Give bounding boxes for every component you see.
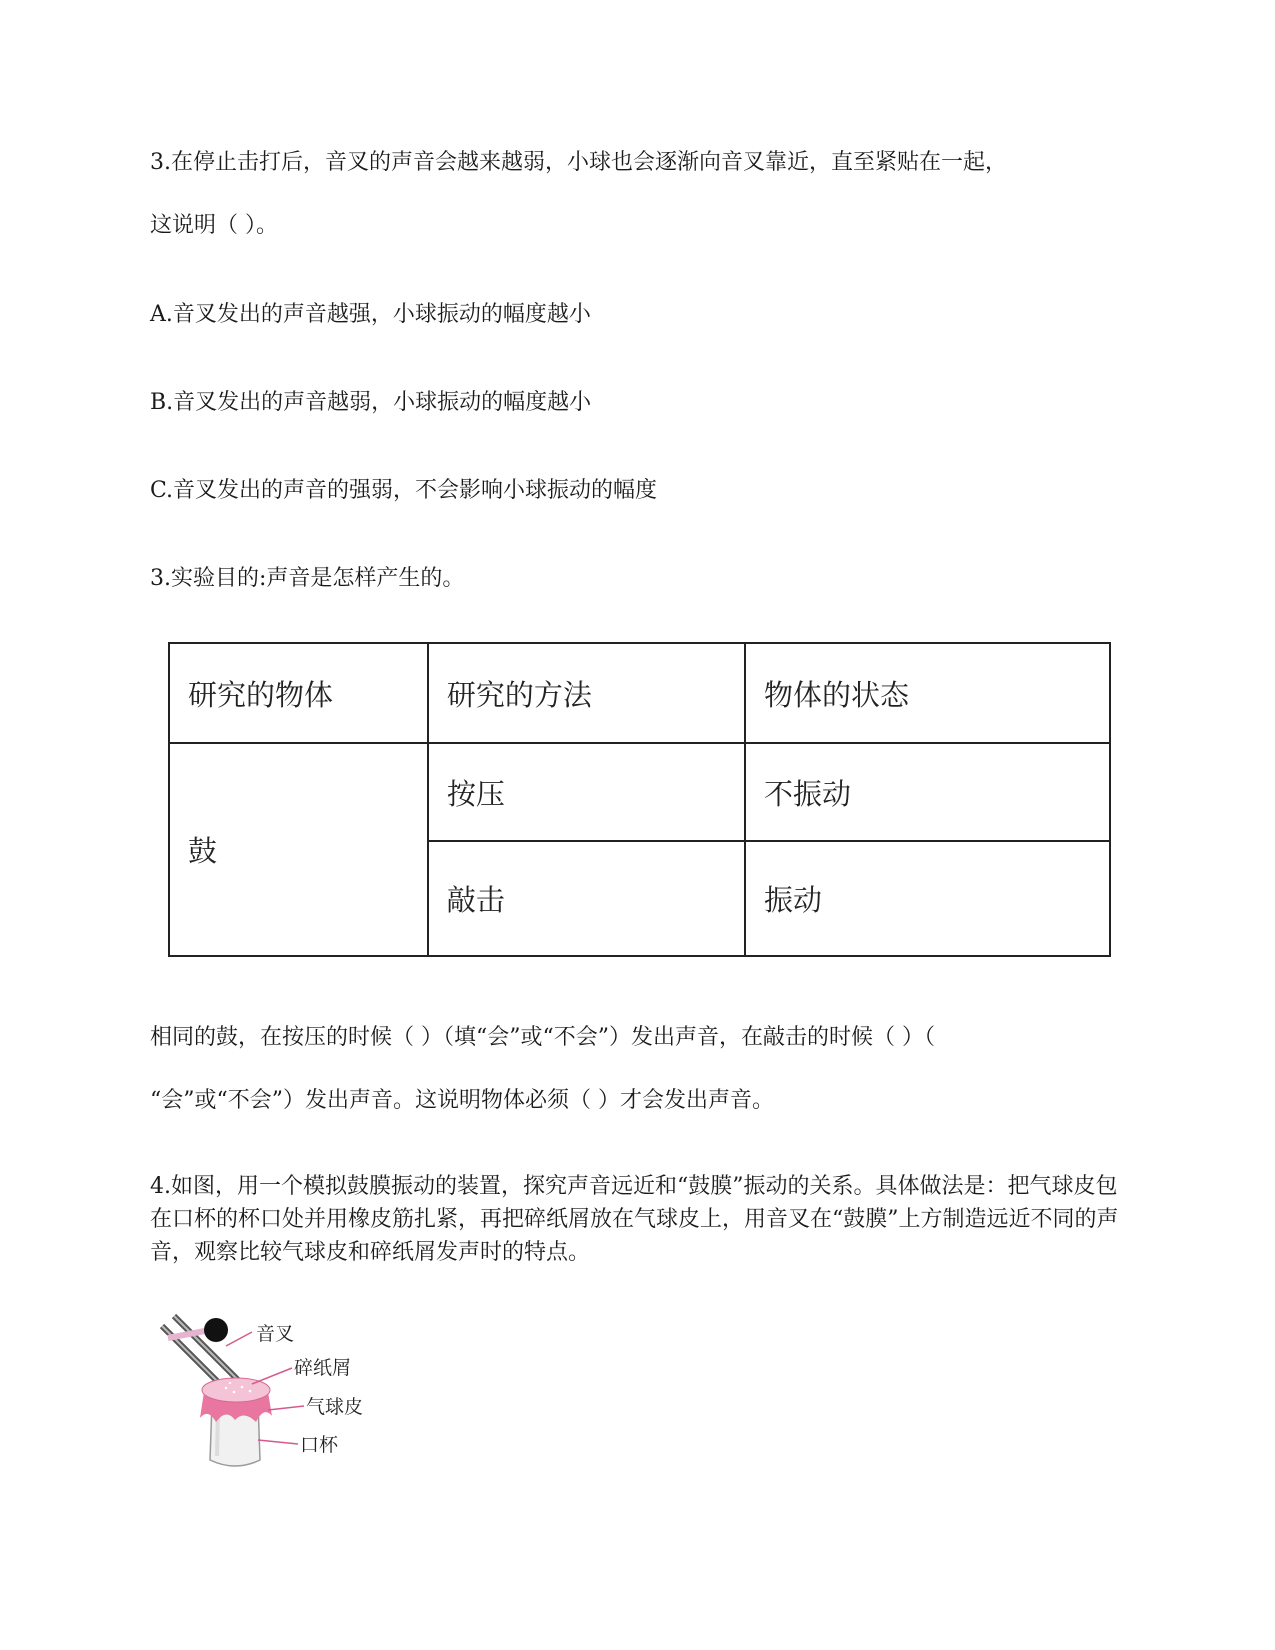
table-header-cell: 物体的状态 [745, 643, 1110, 743]
label-cup: 口杯 [300, 1434, 339, 1456]
option-b: B.音叉发出的声音越弱，小球振动的幅度越小 [150, 390, 592, 415]
table-row [169, 743, 1110, 841]
fill-blank-line1: 相同的鼓，在按压的时候（ ）（填“会”或“不会”）发出声音，在敲击的时候（ ）（ [150, 1025, 935, 1050]
balloon-skin-icon [200, 1378, 272, 1422]
table-cell-state: 不振动 [745, 743, 1110, 841]
experiment-table [168, 642, 1111, 957]
option-a: A.音叉发出的声音越强，小球振动的幅度越小 [150, 302, 591, 327]
label-balloon-skin: 气球皮 [306, 1396, 364, 1418]
table-header-row [169, 643, 1110, 743]
q4-text: 4.如图，用一个模拟鼓膜振动的装置，探究声音远近和“鼓膜”振动的关系。具体做法是：把气球皮包在口杯的杯口处并用橡皮筋扎紧，再把碎纸屑放在气球皮上，用音叉在“鼓膜”上方制造远近不同的声音，观察比较气球皮和碎纸屑发声时的特点。 [150, 1174, 1119, 1265]
table-cell-object: 鼓 [169, 743, 428, 956]
option-c: C.音叉发出的声音的强弱，不会影响小球振动的幅度 [150, 478, 658, 503]
eardrum-model-figure [160, 1310, 410, 1480]
table-cell-method: 敲击 [428, 841, 745, 956]
fill-blank-line2: “会”或“不会”）发出声音。这说明物体必须（ ）才会发出声音。 [150, 1088, 774, 1113]
q3a-stem-line1: 3.在停止击打后，音叉的声音会越来越弱，小球也会逐渐向音叉靠近，直至紧贴在一起， [150, 150, 1007, 175]
table-cell-state: 振动 [745, 841, 1110, 956]
q3b-title: 3.实验目的:声音是怎样产生的。 [150, 566, 465, 591]
table-header-cell: 研究的物体 [169, 643, 428, 743]
table-header-cell: 研究的方法 [428, 643, 745, 743]
table-cell-method: 按压 [428, 743, 745, 841]
q3a-stem-line2: 这说明（ ）。 [150, 213, 278, 238]
label-paper-scraps: 碎纸屑 [294, 1357, 352, 1379]
label-tuning-fork: 音叉 [256, 1323, 295, 1345]
